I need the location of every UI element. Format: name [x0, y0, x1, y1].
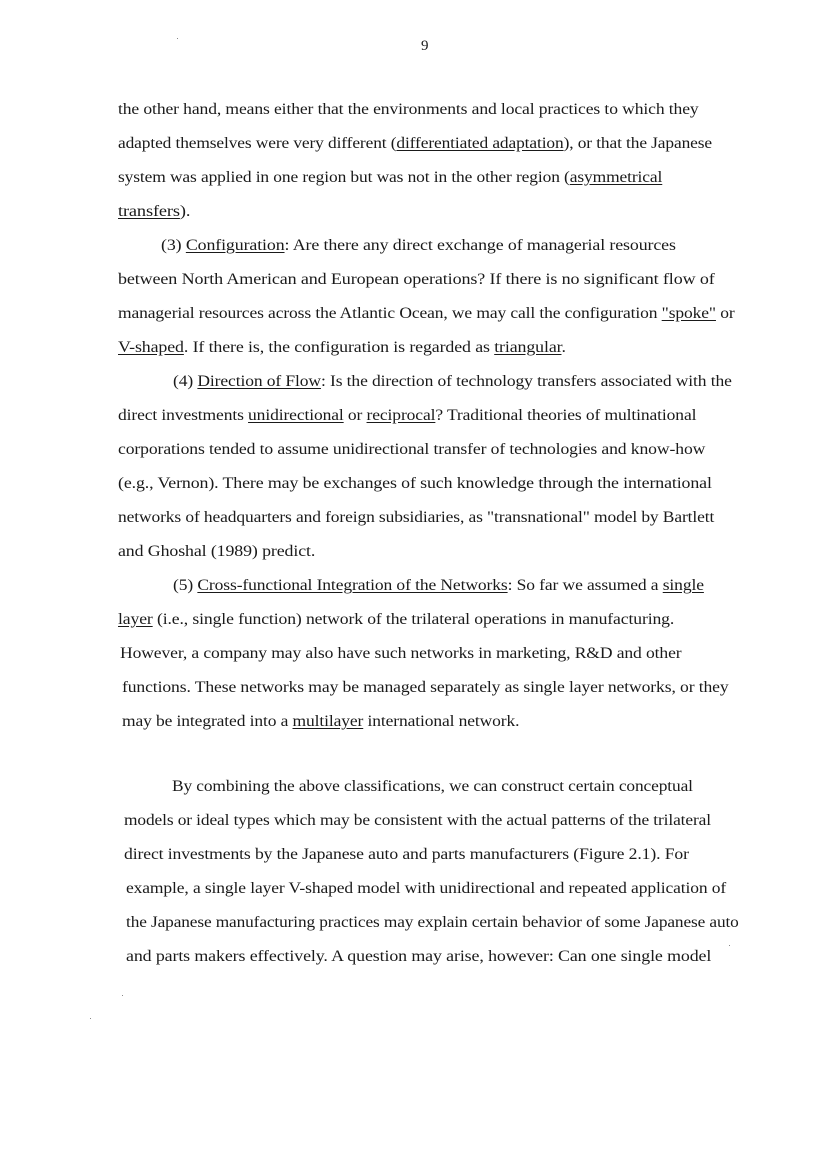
text-line: [118, 543, 315, 561]
text-line: [118, 101, 699, 119]
underlined-term: transfers: [118, 203, 180, 220]
underlined-term: reciprocal: [366, 407, 436, 424]
text-line: [118, 475, 712, 493]
text-run: (4): [173, 373, 198, 390]
text-run: ).: [179, 203, 191, 220]
text-run: (3): [161, 237, 186, 254]
underlined-term: Cross-functional Integration of the Networks: [197, 577, 508, 594]
underlined-term: asymmetrical: [569, 169, 663, 186]
underlined-term: layer: [118, 611, 153, 628]
text-line: [118, 305, 735, 323]
text-line: [118, 135, 712, 153]
scan-speck: [122, 995, 123, 996]
text-run: networks of headquarters and foreign subsidiaries, as "transnational" model by Bartlett: [118, 509, 715, 526]
text-run: international network.: [363, 713, 520, 730]
scan-speck: [90, 1018, 91, 1019]
text-run: and parts makers effectively. A question may arise, however: Can one single model: [126, 948, 712, 965]
text-run: However, a company may also have such networks in marketing, R&D and other: [120, 645, 682, 662]
text-line: [118, 339, 566, 357]
text-run: corporations tended to assume unidirectional transfer of technologies and know-how: [118, 441, 706, 458]
text-run: the other hand, means either that the environments and local practices to which they: [118, 101, 699, 118]
text-run: or: [343, 407, 367, 424]
text-line: [118, 509, 714, 527]
text-run: between North American and European operations? If there is no significant flow of: [118, 271, 715, 288]
text-run: adapted themselves were very different (: [118, 135, 397, 152]
text-run: . If there is, the configuration is regarded as: [183, 339, 495, 356]
text-run: the Japanese manufacturing practices may explain certain behavior of some Japanese auto: [126, 914, 739, 931]
scan-speck: [729, 945, 730, 946]
underlined-term: V-shaped: [118, 339, 184, 356]
text-run: and Ghoshal (1989) predict.: [118, 543, 316, 560]
text-line: [118, 203, 190, 221]
text-run: ? Traditional theories of multinational: [435, 407, 697, 424]
text-run: managerial resources across the Atlantic Ocean, we may call the configuration: [118, 305, 662, 322]
text-line: [161, 237, 676, 255]
text-run: (5): [173, 577, 198, 594]
text-run: (e.g., Vernon). There may be exchanges of such knowledge through the international: [118, 475, 712, 492]
text-run: ), or that the Japanese: [563, 135, 713, 152]
text-line: [172, 778, 693, 796]
underlined-term: multilayer: [292, 713, 364, 730]
underlined-term: "spoke": [661, 305, 716, 322]
text-line: [173, 373, 732, 391]
underlined-term: Direction of Flow: [197, 373, 321, 390]
text-line: [124, 812, 711, 830]
scan-speck: [177, 38, 178, 39]
text-run: or: [715, 305, 735, 322]
text-line: [124, 846, 689, 864]
text-line: [122, 713, 519, 731]
text-run: (i.e., single function) network of the trilateral operations in manufacturing.: [152, 611, 675, 628]
text-run: : Is the direction of technology transfers associated with the: [320, 373, 732, 390]
page-number: 9: [421, 38, 429, 54]
underlined-term: Configuration: [185, 237, 285, 254]
text-run: functions. These networks may be managed separately as single layer networks, or they: [122, 679, 729, 696]
underlined-term: unidirectional: [248, 407, 344, 424]
text-run: may be integrated into a: [122, 713, 293, 730]
text-run: By combining the above classifications, we can construct certain conceptual: [172, 778, 693, 795]
underlined-term: single: [662, 577, 704, 594]
underlined-term: triangular: [494, 339, 562, 356]
underlined-term: differentiated adaptation: [396, 135, 564, 152]
text-run: system was applied in one region but was not in the other region (: [118, 169, 570, 186]
text-run: direct investments by the Japanese auto and parts manufacturers (Figure 2.1). For: [124, 846, 689, 863]
text-line: [120, 645, 682, 663]
text-line: [126, 880, 726, 898]
text-line: [118, 611, 674, 629]
text-line: [126, 914, 739, 932]
text-line: [126, 948, 711, 966]
text-run: direct investments: [118, 407, 249, 424]
text-run: example, a single layer V-shaped model with unidirectional and repeated application of: [126, 880, 727, 897]
text-run: : So far we assumed a: [507, 577, 663, 594]
text-run: : Are there any direct exchange of managerial resources: [284, 237, 676, 254]
text-line: [122, 679, 729, 697]
text-line: [118, 169, 662, 187]
text-line: [118, 441, 705, 459]
text-line: [173, 577, 704, 595]
text-run: .: [561, 339, 566, 356]
text-line: [118, 271, 715, 289]
text-line: [118, 407, 696, 425]
text-run: models or ideal types which may be consistent with the actual patterns of the trilateral: [124, 812, 711, 829]
